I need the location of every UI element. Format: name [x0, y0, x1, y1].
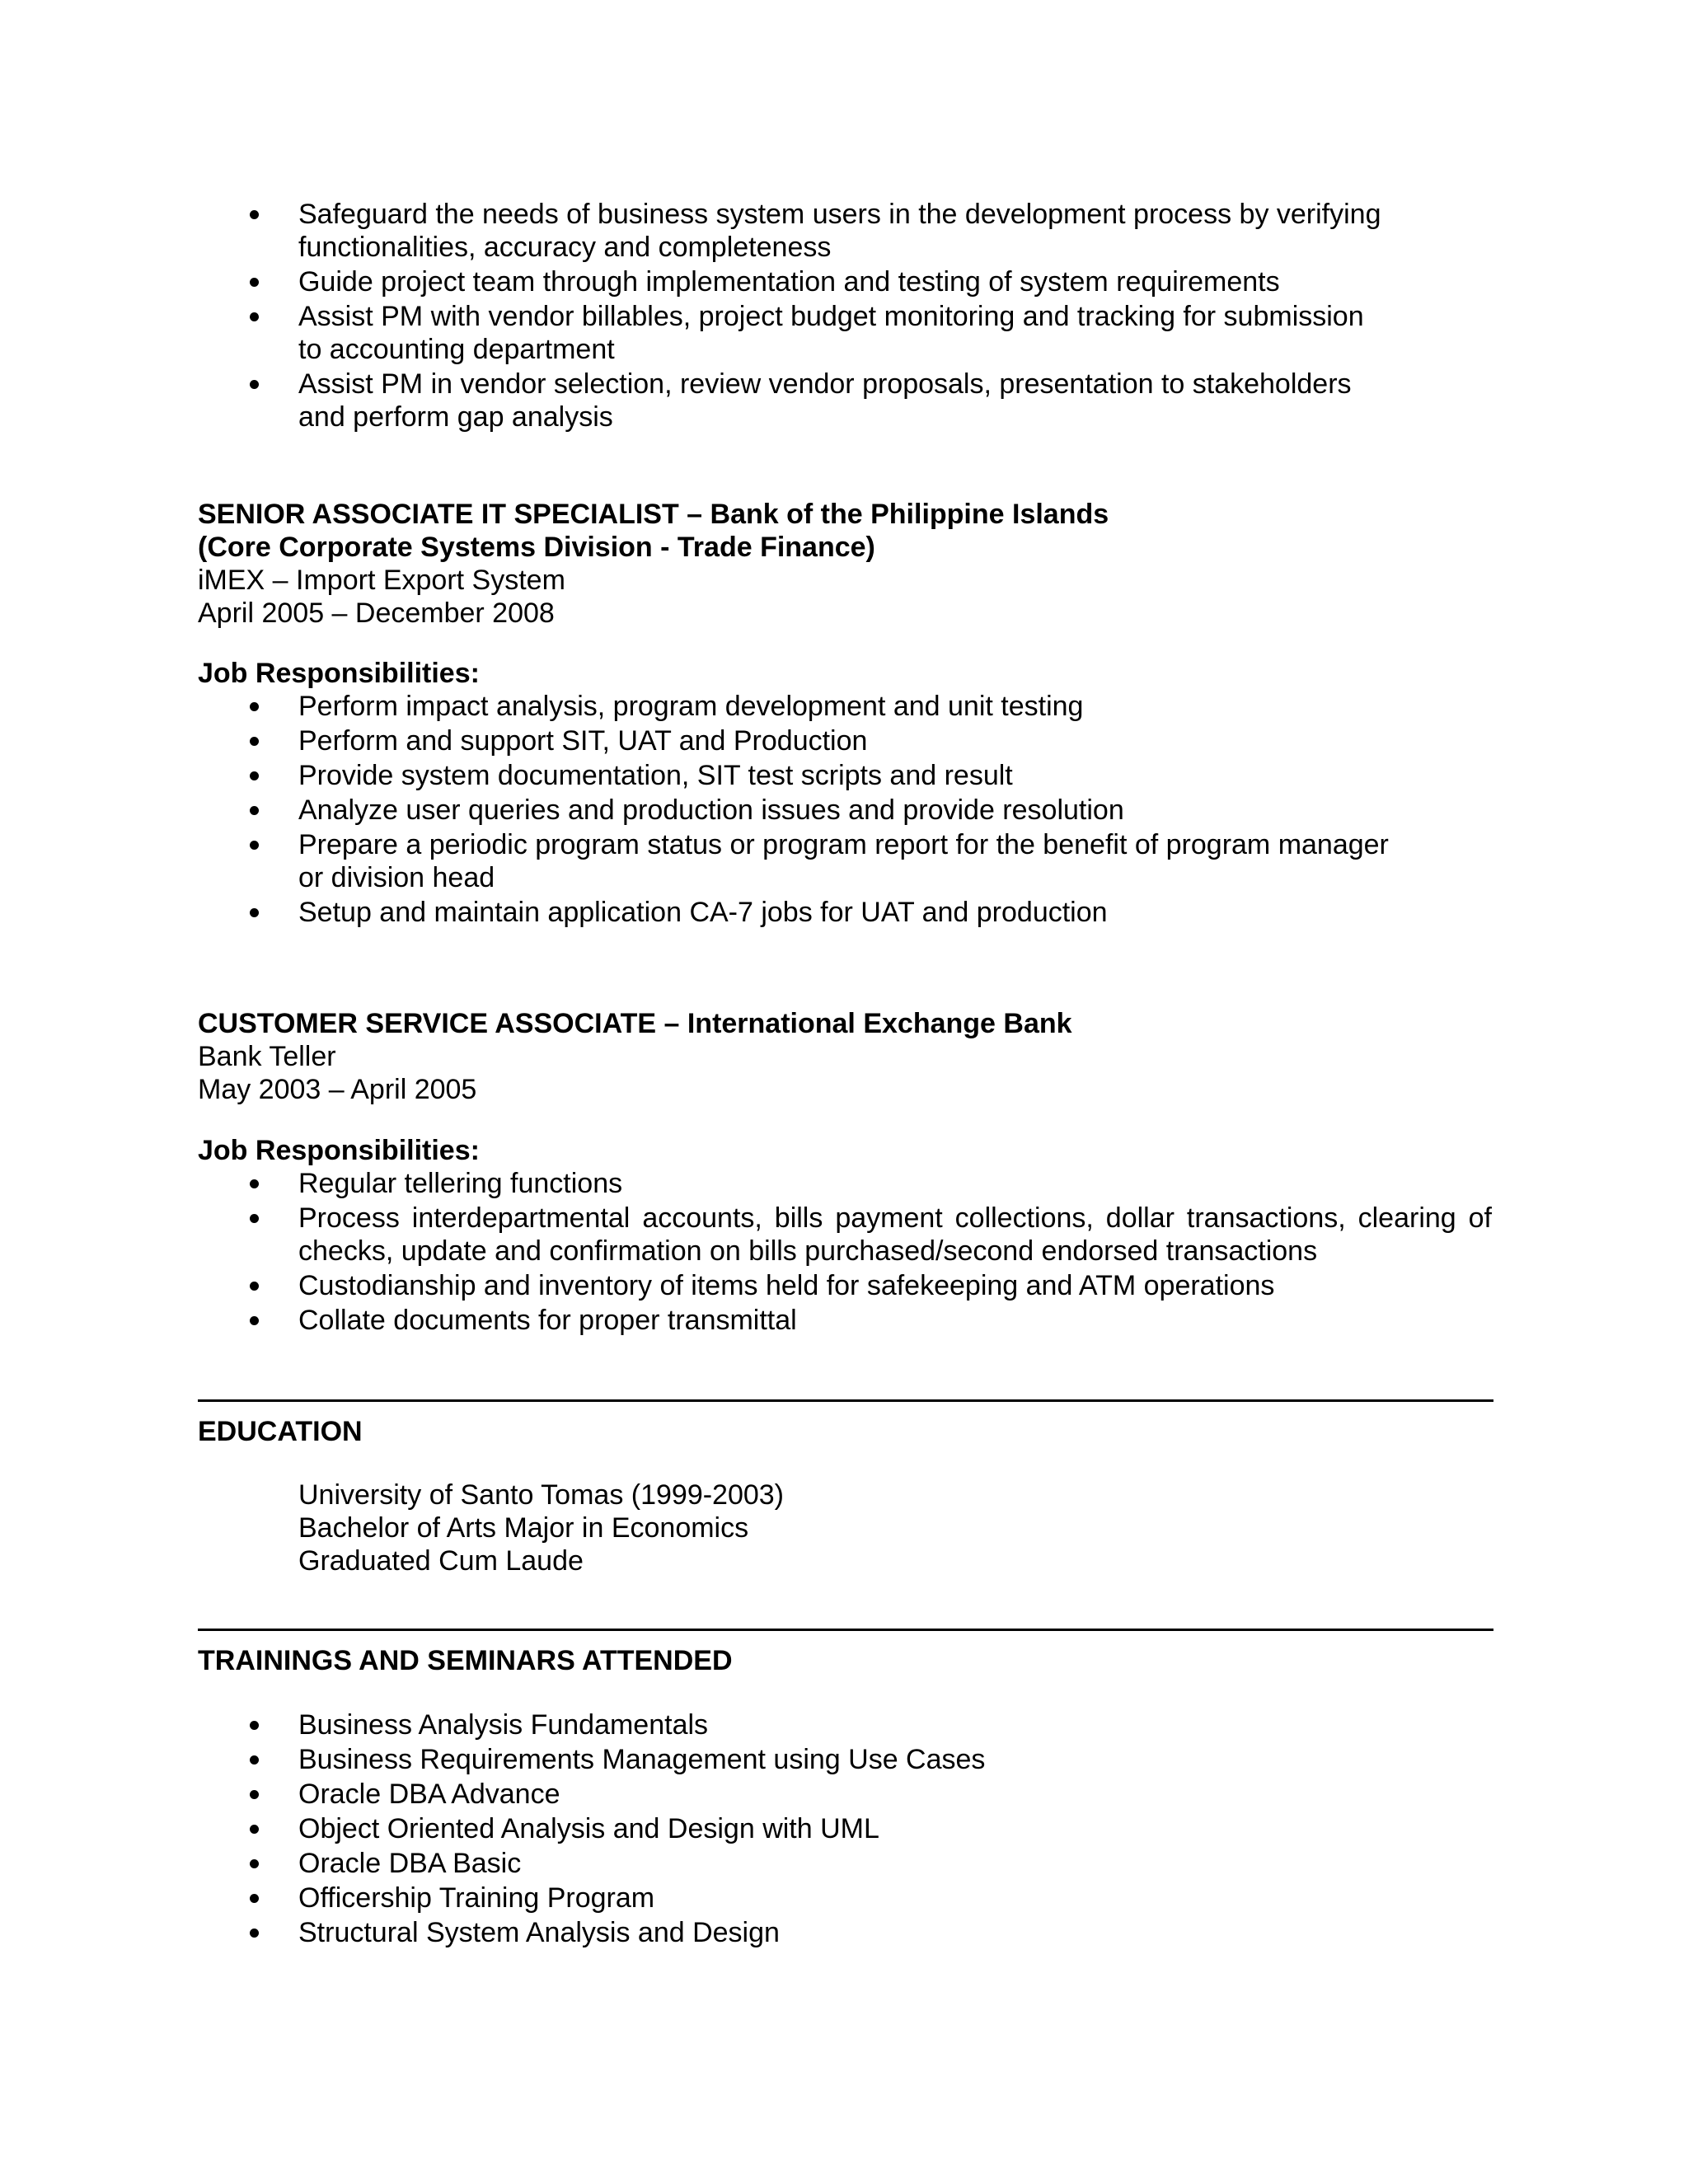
responsibilities-label: Job Responsibilities:	[198, 1135, 480, 1166]
bullet-icon	[250, 1214, 259, 1223]
bullet-icon	[250, 1859, 259, 1868]
section-heading: TRAININGS AND SEMINARS ATTENDED	[198, 1645, 733, 1676]
job-system: iMEX – Import Export System	[198, 565, 565, 596]
bullet-icon	[250, 1179, 259, 1188]
list-item: Prepare a periodic program status or program report for the benefit of program manager or division head	[198, 828, 1409, 894]
bullet-icon	[250, 1282, 259, 1291]
list-item: Assist PM with vendor billables, project budget monitoring and tracking for submission to accounting department	[198, 300, 1393, 366]
bullet-icon	[250, 771, 259, 780]
education-school: University of Santo Tomas (1999-2003)	[298, 1479, 785, 1511]
list-item: Structural System Analysis and Design	[198, 1916, 1352, 1949]
section-heading: EDUCATION	[198, 1416, 363, 1447]
list-item: Business Requirements Management using Use Cases	[198, 1743, 1352, 1776]
job-ieb-responsibilities	[198, 1134, 1492, 1338]
list-item: Safeguard the needs of business system users in the development process by verifying functionalities, accuracy and completeness	[198, 198, 1393, 264]
job-role: Bank Teller	[198, 1041, 336, 1072]
education-section	[198, 1415, 1492, 1448]
education-honor: Graduated Cum Laude	[298, 1545, 584, 1577]
education-details	[198, 1479, 1492, 1577]
list-item: Process interdepartmental accounts, bills payment collections, dollar transactions, clearing of checks, update and confirmation on bills purchased/second endorsed transactions	[198, 1202, 1492, 1268]
bullet-icon	[250, 737, 259, 746]
bullet-icon	[250, 908, 259, 917]
bullet-icon	[250, 1790, 259, 1799]
bullet-icon	[250, 806, 259, 815]
list-item: Provide system documentation, SIT test scripts and result	[198, 759, 1409, 792]
responsibilities-label: Job Responsibilities:	[198, 658, 480, 689]
bullet-icon	[250, 702, 259, 711]
list-item: Oracle DBA Advance	[198, 1778, 1352, 1811]
bullet-icon	[250, 380, 259, 389]
list-item: Guide project team through implementation and testing of system requirements	[198, 265, 1393, 298]
bullet-icon	[250, 210, 259, 219]
job-title: CUSTOMER SERVICE ASSOCIATE – International Exchange Bank	[198, 1008, 1072, 1039]
section-divider	[198, 1399, 1493, 1402]
list-item: Collate documents for proper transmittal	[198, 1304, 1492, 1337]
education-degree: Bachelor of Arts Major in Economics	[298, 1512, 749, 1544]
list-item: Oracle DBA Basic	[198, 1847, 1352, 1880]
bullet-icon	[250, 278, 259, 287]
list-item: Regular tellering functions	[198, 1167, 1492, 1200]
list-item: Custodianship and inventory of items held for safekeeping and ATM operations	[198, 1269, 1492, 1302]
job-division: (Core Corporate Systems Division - Trade Finance)	[198, 532, 875, 563]
section-divider	[198, 1629, 1493, 1631]
list-item: Perform impact analysis, program development and unit testing	[198, 690, 1409, 723]
job-bpi-section	[198, 498, 1492, 630]
list-item: Business Analysis Fundamentals	[198, 1708, 1352, 1741]
trainings-list	[198, 1708, 1492, 1951]
bullet-icon	[250, 1825, 259, 1834]
bullet-icon	[250, 841, 259, 850]
previous-job-responsibilities	[198, 198, 1492, 435]
bullet-icon	[250, 1894, 259, 1903]
list-item: Assist PM in vendor selection, review vendor proposals, presentation to stakeholders and perform gap analysis	[198, 368, 1393, 434]
list-item: Setup and maintain application CA-7 jobs for UAT and production	[198, 896, 1409, 929]
list-item: Officership Training Program	[198, 1882, 1352, 1915]
list-item: Analyze user queries and production issues and provide resolution	[198, 794, 1409, 827]
job-dates: April 2005 – December 2008	[198, 598, 555, 629]
job-ieb-section	[198, 1007, 1492, 1106]
bullet-icon	[250, 1316, 259, 1325]
job-bpi-responsibilities	[198, 657, 1492, 930]
job-dates: May 2003 – April 2005	[198, 1074, 477, 1105]
bullet-icon	[250, 1929, 259, 1938]
job-title: SENIOR ASSOCIATE IT SPECIALIST – Bank of the Philippine Islands	[198, 499, 1109, 530]
trainings-section	[198, 1644, 1492, 1677]
list-item: Perform and support SIT, UAT and Production	[198, 724, 1409, 757]
bullet-icon	[250, 1721, 259, 1730]
bullet-icon	[250, 1755, 259, 1765]
list-item: Object Oriented Analysis and Design with UML	[198, 1812, 1352, 1845]
bullet-icon	[250, 312, 259, 321]
